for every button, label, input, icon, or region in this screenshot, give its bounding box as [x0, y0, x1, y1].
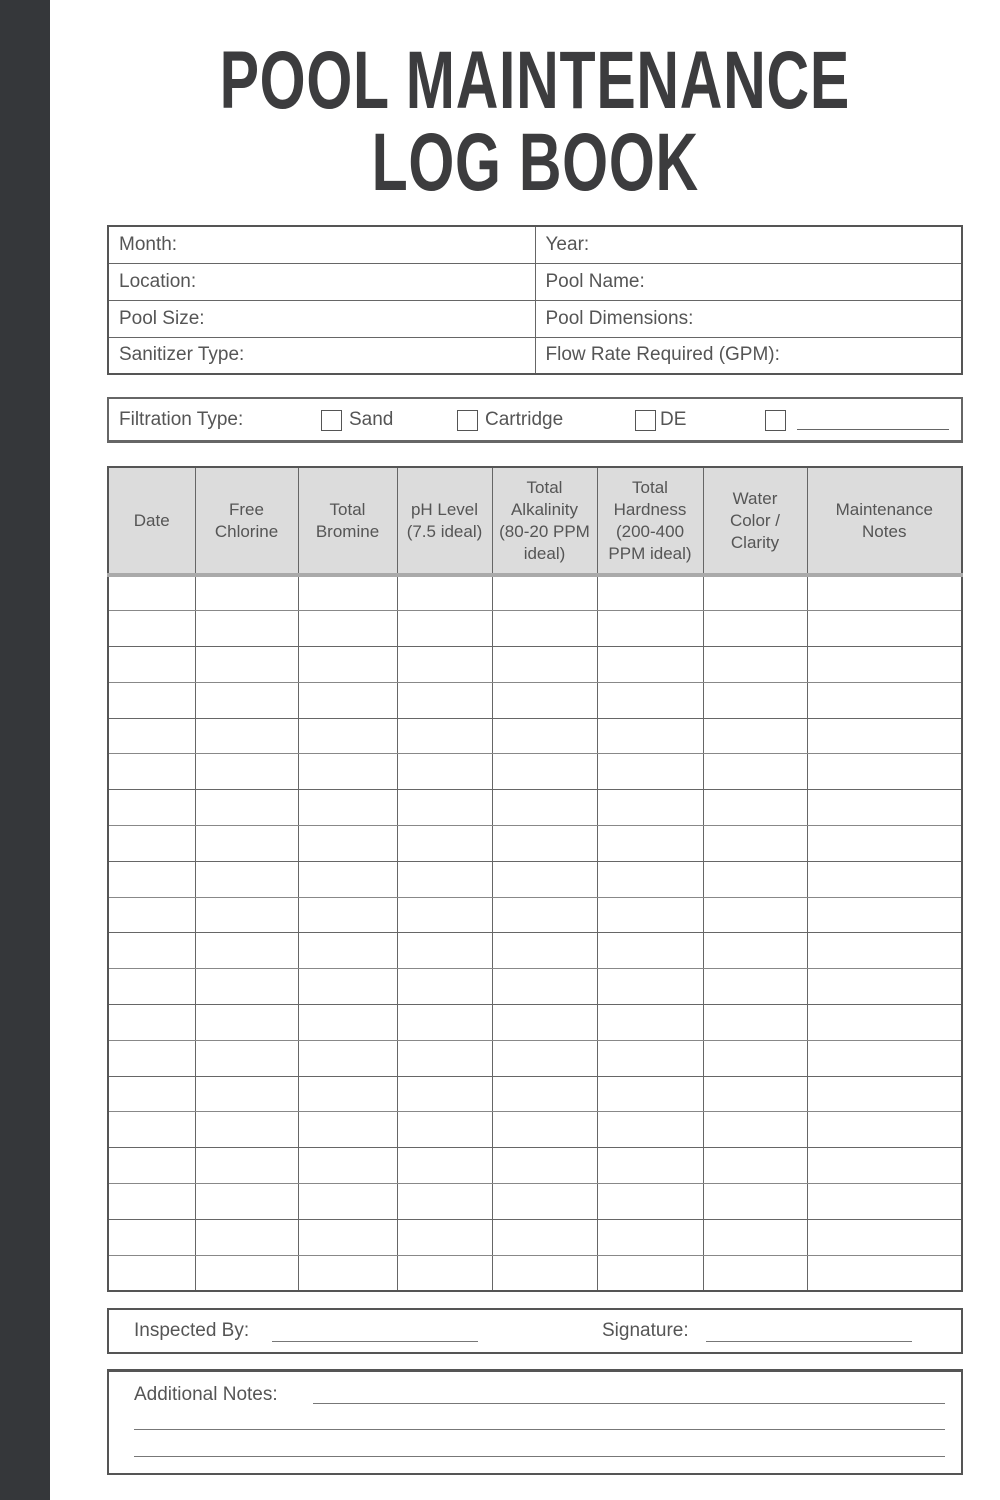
maintenance-notes-cell[interactable]: [807, 1219, 962, 1255]
total-bromine-cell[interactable]: [298, 611, 397, 647]
date-cell[interactable]: [108, 682, 195, 718]
table-row: [108, 1148, 962, 1184]
table-row: [108, 1219, 962, 1255]
maintenance-notes-cell[interactable]: [807, 1005, 962, 1041]
date-cell[interactable]: [108, 718, 195, 754]
table-row: [108, 933, 962, 969]
total-alkalinity-cell[interactable]: [492, 1005, 597, 1041]
total-bromine-cell[interactable]: [298, 969, 397, 1005]
date-cell[interactable]: [108, 1112, 195, 1148]
additional-notes-label: Additional Notes:: [134, 1384, 278, 1405]
water-clarity-cell[interactable]: [703, 1112, 807, 1148]
table-row: [108, 826, 962, 862]
maintenance-notes-cell[interactable]: [807, 897, 962, 933]
total-bromine-cell[interactable]: [298, 1112, 397, 1148]
maintenance-notes-cell[interactable]: [807, 826, 962, 862]
free-chlorine-cell[interactable]: [195, 575, 298, 611]
date-cell[interactable]: [108, 1148, 195, 1184]
cartridge-checkbox[interactable]: [457, 410, 478, 431]
water-clarity-cell[interactable]: [703, 861, 807, 897]
free-chlorine-cell[interactable]: [195, 1005, 298, 1041]
total-hardness-cell[interactable]: [597, 1219, 703, 1255]
ph-level-cell[interactable]: [397, 575, 492, 611]
total-alkalinity-cell[interactable]: [492, 861, 597, 897]
table-row: [108, 575, 962, 611]
ph-level-cell[interactable]: [397, 1005, 492, 1041]
maintenance-notes-cell[interactable]: [807, 1184, 962, 1220]
total-alkalinity-cell[interactable]: [492, 611, 597, 647]
year-field[interactable]: Year:: [535, 226, 962, 263]
total-bromine-cell[interactable]: [298, 790, 397, 826]
total-alkalinity-cell[interactable]: [492, 969, 597, 1005]
date-cell[interactable]: [108, 1005, 195, 1041]
total-alkalinity-cell[interactable]: [492, 897, 597, 933]
date-cell[interactable]: [108, 647, 195, 683]
de-checkbox[interactable]: [635, 410, 656, 431]
table-row: [108, 1076, 962, 1112]
table-row: [108, 718, 962, 754]
maintenance-notes-cell[interactable]: [807, 754, 962, 790]
total-bromine-cell[interactable]: [298, 575, 397, 611]
maintenance-notes-cell[interactable]: [807, 933, 962, 969]
total-bromine-cell[interactable]: [298, 754, 397, 790]
date-cell[interactable]: [108, 1219, 195, 1255]
free-chlorine-cell[interactable]: [195, 1255, 298, 1291]
notes-line[interactable]: [313, 1403, 945, 1404]
water-clarity-cell[interactable]: [703, 897, 807, 933]
ph-level-cell[interactable]: [397, 790, 492, 826]
free-chlorine-cell[interactable]: [195, 1112, 298, 1148]
free-chlorine-cell[interactable]: [195, 682, 298, 718]
total-hardness-cell[interactable]: [597, 647, 703, 683]
title-line-2: LOG BOOK: [371, 117, 699, 208]
free-chlorine-cell[interactable]: [195, 1184, 298, 1220]
ph-level-cell[interactable]: [397, 897, 492, 933]
pool-dimensions-field[interactable]: Pool Dimensions:: [535, 300, 962, 337]
total-alkalinity-cell[interactable]: [492, 826, 597, 862]
table-row: [108, 1112, 962, 1148]
maintenance-notes-cell[interactable]: [807, 718, 962, 754]
free-chlorine-cell[interactable]: [195, 1219, 298, 1255]
notes-line[interactable]: [134, 1456, 945, 1457]
water-clarity-cell[interactable]: [703, 933, 807, 969]
maintenance-notes-cell[interactable]: [807, 1040, 962, 1076]
column-header-total-bromine: Total Bromine: [298, 467, 397, 575]
water-clarity-cell[interactable]: [703, 1219, 807, 1255]
signature-blank[interactable]: [706, 1341, 912, 1342]
free-chlorine-cell[interactable]: [195, 1076, 298, 1112]
total-hardness-cell[interactable]: [597, 754, 703, 790]
maintenance-notes-cell[interactable]: [807, 1112, 962, 1148]
water-clarity-cell[interactable]: [703, 647, 807, 683]
total-alkalinity-cell[interactable]: [492, 1219, 597, 1255]
date-cell[interactable]: [108, 897, 195, 933]
table-row: [108, 1005, 962, 1041]
notes-line[interactable]: [134, 1429, 945, 1430]
total-hardness-cell[interactable]: [597, 1005, 703, 1041]
column-header-free-chlorine: Free Chlorine: [195, 467, 298, 575]
other-checkbox[interactable]: [765, 410, 786, 431]
date-cell[interactable]: [108, 1076, 195, 1112]
inspected-by-label: Inspected By:: [134, 1320, 250, 1341]
total-alkalinity-cell[interactable]: [492, 575, 597, 611]
ph-level-cell[interactable]: [397, 718, 492, 754]
free-chlorine-cell[interactable]: [195, 969, 298, 1005]
other-filtration-blank[interactable]: [797, 429, 949, 430]
sand-label: Sand: [349, 409, 394, 430]
total-alkalinity-cell[interactable]: [492, 1076, 597, 1112]
ph-level-cell[interactable]: [397, 647, 492, 683]
ph-level-cell[interactable]: [397, 933, 492, 969]
cartridge-label: Cartridge: [485, 409, 564, 430]
maintenance-notes-cell[interactable]: [807, 1148, 962, 1184]
total-alkalinity-cell[interactable]: [492, 682, 597, 718]
total-hardness-cell[interactable]: [597, 790, 703, 826]
total-alkalinity-cell[interactable]: [492, 933, 597, 969]
table-row: [108, 790, 962, 826]
ph-level-cell[interactable]: [397, 1219, 492, 1255]
water-clarity-cell[interactable]: [703, 718, 807, 754]
pool-name-field[interactable]: Pool Name:: [535, 263, 962, 300]
total-bromine-cell[interactable]: [298, 1148, 397, 1184]
total-alkalinity-cell[interactable]: [492, 754, 597, 790]
inspected-by-blank[interactable]: [272, 1341, 478, 1342]
de-label: DE: [660, 409, 687, 430]
filtration-type-box: [107, 397, 963, 443]
column-header-water-clarity: Water Color / Clarity: [703, 467, 807, 575]
date-cell[interactable]: [108, 933, 195, 969]
free-chlorine-cell[interactable]: [195, 754, 298, 790]
date-cell[interactable]: [108, 861, 195, 897]
filtration-label: Filtration Type:: [119, 409, 244, 430]
table-row: [108, 1255, 962, 1291]
total-hardness-cell[interactable]: [597, 1076, 703, 1112]
ph-level-cell[interactable]: [397, 969, 492, 1005]
date-cell[interactable]: [108, 611, 195, 647]
maintenance-notes-cell[interactable]: [807, 647, 962, 683]
total-alkalinity-cell[interactable]: [492, 790, 597, 826]
location-field[interactable]: Location:: [108, 263, 535, 300]
total-bromine-cell[interactable]: [298, 826, 397, 862]
date-cell[interactable]: [108, 1255, 195, 1291]
total-bromine-cell[interactable]: [298, 1255, 397, 1291]
maintenance-notes-cell[interactable]: [807, 1076, 962, 1112]
flow-rate-field[interactable]: Flow Rate Required (GPM):: [535, 337, 962, 374]
pool-size-field[interactable]: Pool Size:: [108, 300, 535, 337]
total-bromine-cell[interactable]: [298, 682, 397, 718]
total-bromine-cell[interactable]: [298, 1005, 397, 1041]
total-hardness-cell[interactable]: [597, 1255, 703, 1291]
column-header-ph-level: pH Level (7.5 ideal): [397, 467, 492, 575]
maintenance-log-table: [107, 466, 963, 1292]
total-bromine-cell[interactable]: [298, 718, 397, 754]
total-hardness-cell[interactable]: [597, 861, 703, 897]
water-clarity-cell[interactable]: [703, 969, 807, 1005]
table-row: [108, 611, 962, 647]
date-cell[interactable]: [108, 826, 195, 862]
date-cell[interactable]: [108, 575, 195, 611]
total-bromine-cell[interactable]: [298, 861, 397, 897]
sanitizer-type-field[interactable]: Sanitizer Type:: [108, 337, 535, 374]
column-header-date: Date: [108, 467, 195, 575]
date-cell[interactable]: [108, 969, 195, 1005]
ph-level-cell[interactable]: [397, 1184, 492, 1220]
signature-label: Signature:: [602, 1320, 689, 1341]
water-clarity-cell[interactable]: [703, 790, 807, 826]
total-alkalinity-cell[interactable]: [492, 1255, 597, 1291]
ph-level-cell[interactable]: [397, 826, 492, 862]
month-field[interactable]: Month:: [108, 226, 535, 263]
ph-level-cell[interactable]: [397, 1148, 492, 1184]
table-row: [108, 754, 962, 790]
total-bromine-cell[interactable]: [298, 647, 397, 683]
maintenance-notes-cell[interactable]: [807, 790, 962, 826]
total-bromine-cell[interactable]: [298, 1040, 397, 1076]
total-bromine-cell[interactable]: [298, 1184, 397, 1220]
column-header-total-hardness: Total Hardness (200-400 PPM ideal): [597, 467, 703, 575]
free-chlorine-cell[interactable]: [195, 611, 298, 647]
ph-level-cell[interactable]: [397, 1040, 492, 1076]
water-clarity-cell[interactable]: [703, 611, 807, 647]
total-hardness-cell[interactable]: [597, 718, 703, 754]
water-clarity-cell[interactable]: [703, 575, 807, 611]
column-header-maintenance-notes: Maintenance Notes: [807, 467, 962, 575]
total-hardness-cell[interactable]: [597, 682, 703, 718]
water-clarity-cell[interactable]: [703, 1040, 807, 1076]
date-cell[interactable]: [108, 1040, 195, 1076]
ph-level-cell[interactable]: [397, 611, 492, 647]
sand-checkbox[interactable]: [321, 410, 342, 431]
water-clarity-cell[interactable]: [703, 754, 807, 790]
total-hardness-cell[interactable]: [597, 1040, 703, 1076]
total-bromine-cell[interactable]: [298, 933, 397, 969]
total-hardness-cell[interactable]: [597, 1112, 703, 1148]
total-alkalinity-cell[interactable]: [492, 1184, 597, 1220]
table-row: [108, 647, 962, 683]
date-cell[interactable]: [108, 1184, 195, 1220]
total-hardness-cell[interactable]: [597, 611, 703, 647]
table-row: [108, 897, 962, 933]
total-hardness-cell[interactable]: [597, 575, 703, 611]
water-clarity-cell[interactable]: [703, 826, 807, 862]
ph-level-cell[interactable]: [397, 682, 492, 718]
ph-level-cell[interactable]: [397, 754, 492, 790]
column-header-total-alkalinity: Total Alkalinity (80-20 PPM ideal): [492, 467, 597, 575]
table-row: [108, 682, 962, 718]
date-cell[interactable]: [108, 790, 195, 826]
free-chlorine-cell[interactable]: [195, 1148, 298, 1184]
total-alkalinity-cell[interactable]: [492, 1148, 597, 1184]
title-line-1: POOL MAINTENANCE: [219, 35, 851, 126]
table-row: [108, 861, 962, 897]
free-chlorine-cell[interactable]: [195, 933, 298, 969]
ph-level-cell[interactable]: [397, 861, 492, 897]
free-chlorine-cell[interactable]: [195, 897, 298, 933]
total-bromine-cell[interactable]: [298, 1076, 397, 1112]
ph-level-cell[interactable]: [397, 1255, 492, 1291]
maintenance-notes-cell[interactable]: [807, 969, 962, 1005]
water-clarity-cell[interactable]: [703, 1184, 807, 1220]
water-clarity-cell[interactable]: [703, 682, 807, 718]
free-chlorine-cell[interactable]: [195, 647, 298, 683]
free-chlorine-cell[interactable]: [195, 1040, 298, 1076]
total-alkalinity-cell[interactable]: [492, 1040, 597, 1076]
pool-info-table: [107, 225, 963, 375]
water-clarity-cell[interactable]: [703, 1148, 807, 1184]
free-chlorine-cell[interactable]: [195, 861, 298, 897]
table-row: [108, 1184, 962, 1220]
inspection-box: [107, 1308, 963, 1354]
table-row: [108, 1040, 962, 1076]
total-hardness-cell[interactable]: [597, 969, 703, 1005]
total-hardness-cell[interactable]: [597, 897, 703, 933]
total-hardness-cell[interactable]: [597, 1184, 703, 1220]
maintenance-notes-cell[interactable]: [807, 861, 962, 897]
total-alkalinity-cell[interactable]: [492, 1112, 597, 1148]
free-chlorine-cell[interactable]: [195, 790, 298, 826]
maintenance-notes-cell[interactable]: [807, 575, 962, 611]
date-cell[interactable]: [108, 754, 195, 790]
total-hardness-cell[interactable]: [597, 933, 703, 969]
total-hardness-cell[interactable]: [597, 1148, 703, 1184]
total-alkalinity-cell[interactable]: [492, 718, 597, 754]
free-chlorine-cell[interactable]: [195, 826, 298, 862]
ph-level-cell[interactable]: [397, 1112, 492, 1148]
water-clarity-cell[interactable]: [703, 1076, 807, 1112]
water-clarity-cell[interactable]: [703, 1005, 807, 1041]
maintenance-notes-cell[interactable]: [807, 682, 962, 718]
maintenance-notes-cell[interactable]: [807, 1255, 962, 1291]
total-hardness-cell[interactable]: [597, 826, 703, 862]
book-spine: [0, 0, 50, 1500]
water-clarity-cell[interactable]: [703, 1255, 807, 1291]
additional-notes-box: [107, 1369, 963, 1475]
maintenance-notes-cell[interactable]: [807, 611, 962, 647]
ph-level-cell[interactable]: [397, 1076, 492, 1112]
total-bromine-cell[interactable]: [298, 897, 397, 933]
free-chlorine-cell[interactable]: [195, 718, 298, 754]
table-row: [108, 969, 962, 1005]
total-alkalinity-cell[interactable]: [492, 647, 597, 683]
total-bromine-cell[interactable]: [298, 1219, 397, 1255]
